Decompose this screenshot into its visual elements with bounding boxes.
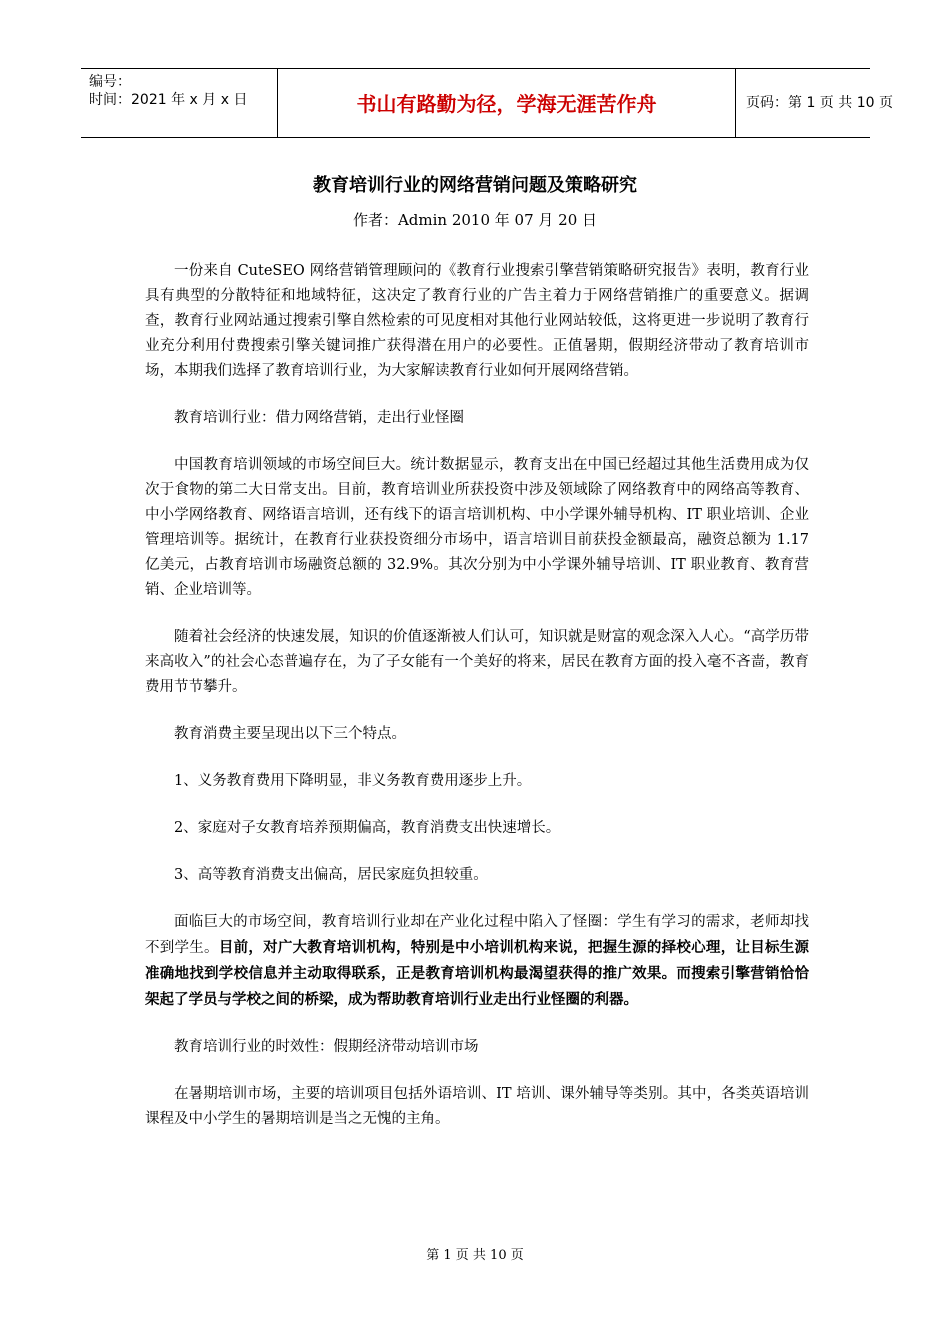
paragraph: 随着社会经济的快速发展，知识的价值逐渐被人们认可，知识就是财富的观念深入人心。“高学历带来高收入”的社会心态普遍存在，为了子女能有一个美好的将来，居民在教育方面的投入毫不吝啬，教育费用节节攀升。 xyxy=(145,629,809,695)
bold-emphasis-text: 目前，对广大教育培训机构，特别是中小培训机构来说，把握生源的择校心理，让目标生源准确地找到学校信息并主动取得联系，正是教育培训机构最渴望获得的推广效果。而搜索引擎营销恰恰架起了学员与学校之间的桥梁，成为帮助教育培训行业走出行业怪圈的利器。 xyxy=(145,939,810,1008)
date-label: 时间：2021 年 x 月 x 日 xyxy=(89,92,248,108)
header-page-cell xyxy=(736,69,893,137)
serial-number-label: 编号： xyxy=(89,74,131,90)
paragraph: 在暑期培训市场，主要的培训项目包括外语培训、IT 培训、课外辅导等类别。其中，各类英语培训课程及中小学生的暑期培训是当之无愧的主角。 xyxy=(145,1086,809,1127)
header-info-cell xyxy=(81,69,278,137)
paragraph-text: 面临巨大的市场空间，教育培训行业却在产业化过程中陷入了怪圈：学生有学习的需求，老师却找不到学生。 xyxy=(145,914,809,956)
list-item: 2、家庭对子女教育培养预期偏高，教育消费支出快速增长。 xyxy=(174,820,561,836)
paragraph: 中国教育培训领域的市场空间巨大。统计数据显示，教育支出在中国已经超过其他生活费用成为仅次于食物的第二大日常支出。目前，教育培训业所获投资中涉及领域除了网络教育中的网络高等教育、中小学网络教育、网络语言培训，还有线下的语言培训机构、中小学课外辅导机构、IT 职业培训、企业管理培训等。据统计，在教育行业获投资细分市场中，语言培训目前获投金额最高，融资总额为 1.17 亿美元，占教育培训市场融资总额的 32.9%。其次分别为中小学课外辅导培训、IT 职业教育、教育营销、企业培训等。 xyxy=(145,457,809,598)
article-body xyxy=(145,259,809,1154)
section-heading: 教育培训行业：借力网络营销，走出行业怪圈 xyxy=(174,410,464,426)
document-header xyxy=(81,68,893,138)
paragraph: 教育消费主要呈现出以下三个特点。 xyxy=(174,726,406,742)
page-number-label: 页码：第 1 页 共 10 页 xyxy=(746,95,893,111)
article-byline: 作者：Admin 2010 年 07 月 20 日 xyxy=(352,211,598,229)
header-motto-cell xyxy=(278,69,736,137)
motto-text: 书山有路勤为径，学海无涯苦作舟 xyxy=(356,92,657,116)
section-heading: 教育培训行业的时效性：假期经济带动培训市场 xyxy=(174,1039,479,1055)
list-item: 1、义务教育费用下降明显，非义务教育费用逐步上升。 xyxy=(174,773,532,789)
article-title: 教育培训行业的网络营销问题及策略研究 xyxy=(313,175,637,196)
list-item: 3、高等教育消费支出偏高，居民家庭负担较重。 xyxy=(174,867,488,883)
paragraph: 一份来自 CuteSEO 网络营销管理顾问的《教育行业搜索引擎营销策略研究报告》表明，教育行业具有典型的分散特征和地域特征，这决定了教育行业的广告主着力于网络营销推广的重要意义。据调查，教育行业网站通过搜索引擎自然检索的可见度相对其他行业网站较低，这将更进一步说明了教育行业充分利用付费搜索引擎关键词推广获得潜在用户的必要性。正值暑期，假期经济带动了教育培训市场，本期我们选择了教育培训行业，为大家解读教育行业如何开展网络营销。 xyxy=(145,263,809,379)
paragraph xyxy=(145,910,809,1013)
page-footer: 第 1 页 共 10 页 xyxy=(426,1248,524,1263)
